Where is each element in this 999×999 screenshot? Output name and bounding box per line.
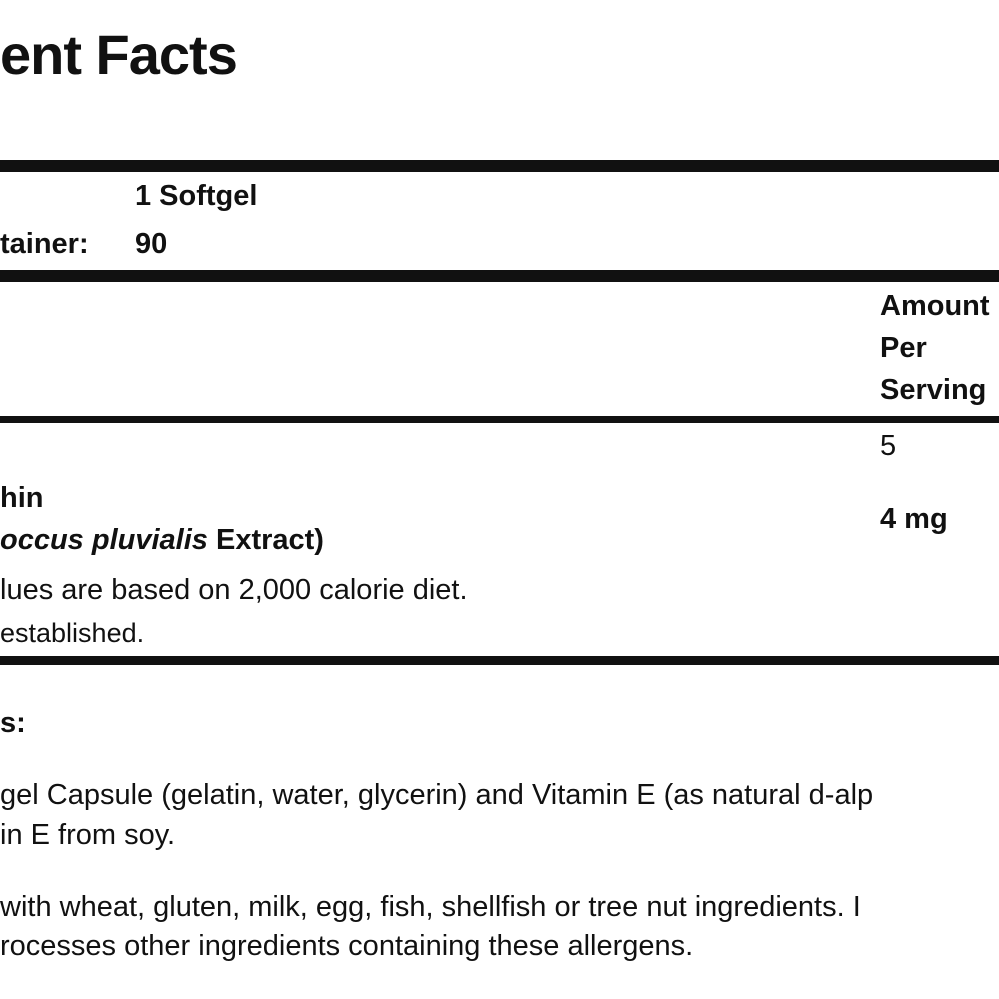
nutrient-source-rest: Extract) xyxy=(207,524,324,556)
nutrient-source xyxy=(0,524,324,557)
servings-per-container-label: tainer: xyxy=(0,228,89,260)
other-ingredients-line1: gel Capsule (gelatin, water, glycerin) and Vitamin E (as natural d-alp xyxy=(0,779,874,811)
amount-header-line2: Per xyxy=(880,332,927,364)
first-row-value: 5 xyxy=(880,430,897,462)
nutrient-amount: 4 mg xyxy=(880,503,948,535)
other-ingredients-heading: s: xyxy=(0,707,26,739)
allergen-line2: rocesses other ingredients containing these allergens. xyxy=(0,930,694,962)
nutrient-name: hin xyxy=(0,482,44,514)
thick-divider-bottom xyxy=(0,656,999,665)
allergen-line1: with wheat, gluten, milk, egg, fish, shellfish or tree nut ingredients. I xyxy=(0,891,861,923)
thick-divider-top xyxy=(0,160,999,172)
servings-per-container-value: 90 xyxy=(135,228,168,260)
amount-header-line1: Amount xyxy=(880,290,990,322)
footnote-line2: established. xyxy=(0,618,145,648)
serving-size-value: 1 Softgel xyxy=(135,180,258,212)
divider-header-bottom xyxy=(0,416,999,423)
other-ingredients-line2: in E from soy. xyxy=(0,819,176,851)
thick-divider-middle xyxy=(0,270,999,282)
nutrient-source-italic: occus pluvialis xyxy=(0,524,208,556)
page-title: ent Facts xyxy=(0,23,237,86)
amount-header-line3: Serving xyxy=(880,374,987,406)
footnote-line1: lues are based on 2,000 calorie diet. xyxy=(0,574,468,606)
